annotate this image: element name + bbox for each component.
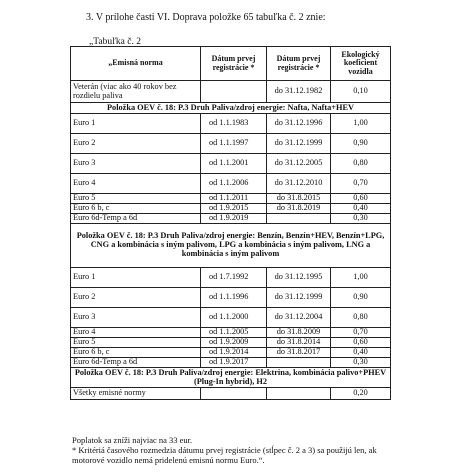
table-cell: Euro 2 bbox=[71, 134, 201, 154]
table-cell bbox=[267, 214, 331, 224]
table-cell bbox=[267, 388, 331, 400]
section-heading: Položka OEV č. 18: P.3 Druh Paliva/zdroj energie: Elektrina, kombinácia palivo+PHEV (Plug-In hybrid), H2 bbox=[71, 368, 391, 388]
intro-text: 3. V prílohe časti VI. Doprava položke 65 tabuľka č. 2 znie: bbox=[86, 12, 326, 23]
table-cell: 1,00 bbox=[331, 114, 391, 134]
table-cell: do 31.12.1996 bbox=[267, 114, 331, 134]
table-cell: 0,90 bbox=[331, 134, 391, 154]
table-caption: „Tabuľka č. 2 bbox=[89, 37, 141, 47]
section-row bbox=[71, 103, 391, 114]
table-cell: 0,40 bbox=[331, 204, 391, 214]
table-cell: 0,30 bbox=[331, 214, 391, 224]
table-cell: od 1.1.1996 bbox=[201, 288, 267, 308]
table-cell: Euro 6 b, c bbox=[71, 204, 201, 214]
table-cell: Euro 6d-Temp a 6d bbox=[71, 358, 201, 368]
table-cell: Euro 3 bbox=[71, 308, 201, 328]
table-row bbox=[71, 114, 391, 134]
table-cell: Euro 4 bbox=[71, 328, 201, 338]
table-cell: Euro 1 bbox=[71, 268, 201, 288]
table-cell: 0,80 bbox=[331, 154, 391, 174]
section-row bbox=[71, 368, 391, 388]
table-row bbox=[71, 358, 391, 368]
table-cell: od 1.1.2006 bbox=[201, 174, 267, 194]
table-cell: Euro 5 bbox=[71, 194, 201, 204]
column-header: Ekologický koeficient vozidla bbox=[331, 47, 391, 81]
table-cell: do 31.8.2009 bbox=[267, 328, 331, 338]
table-cell: Euro 1 bbox=[71, 114, 201, 134]
table-cell: Euro 3 bbox=[71, 154, 201, 174]
table-cell: Veterán (viac ako 40 rokov bez rozdielu paliva bbox=[71, 81, 201, 103]
table-cell: 0,70 bbox=[331, 328, 391, 338]
table-row bbox=[71, 268, 391, 288]
table-cell: od 1.9.2014 bbox=[201, 348, 267, 358]
table-row bbox=[71, 81, 391, 103]
table-cell: od 1.9.2019 bbox=[201, 214, 267, 224]
table-cell: od 1.1.2001 bbox=[201, 154, 267, 174]
table-row bbox=[71, 328, 391, 338]
table-cell: 0,70 bbox=[331, 174, 391, 194]
table-cell: do 31.8.2019 bbox=[267, 204, 331, 214]
table-row bbox=[71, 154, 391, 174]
table-cell: od 1.9.2015 bbox=[201, 204, 267, 214]
table-cell: 1,00 bbox=[331, 268, 391, 288]
table-cell: Euro 6 b, c bbox=[71, 348, 201, 358]
section-row bbox=[71, 224, 391, 268]
fee-note: Poplatok sa zníži najviac na 33 eur. bbox=[72, 435, 193, 445]
table-row bbox=[71, 134, 391, 154]
table-cell: do 31.8.2017 bbox=[267, 348, 331, 358]
table-cell: od 1.1.1983 bbox=[201, 114, 267, 134]
table-row bbox=[71, 308, 391, 328]
table-cell: Všetky emisné normy bbox=[71, 388, 201, 400]
table-cell: 0,80 bbox=[331, 308, 391, 328]
table-cell: 0,30 bbox=[331, 358, 391, 368]
table-cell: od 1.9.2009 bbox=[201, 338, 267, 348]
table-cell: Euro 2 bbox=[71, 288, 201, 308]
section-heading: Položka OEV č. 18: P.3 Druh Paliva/zdroj energie: Nafta, Nafta+HEV bbox=[71, 103, 391, 114]
table-cell: Euro 5 bbox=[71, 338, 201, 348]
table-cell: do 31.12.1982 bbox=[267, 81, 331, 103]
table-row bbox=[71, 194, 391, 204]
table-cell: od 1.1.2005 bbox=[201, 328, 267, 338]
table-cell: 0,40 bbox=[331, 348, 391, 358]
table-cell: Euro 6d-Temp a 6d bbox=[71, 214, 201, 224]
column-header: „Emisná norma bbox=[71, 47, 201, 81]
table-cell: od 1.1.1997 bbox=[201, 134, 267, 154]
table-cell: od 1.9.2017 bbox=[201, 358, 267, 368]
table-cell bbox=[267, 358, 331, 368]
table-cell: do 31.12.1999 bbox=[267, 288, 331, 308]
table-row bbox=[71, 338, 391, 348]
table-cell: 0,90 bbox=[331, 288, 391, 308]
emission-table bbox=[70, 46, 391, 400]
column-header: Dátum prvej registrácie * bbox=[267, 47, 331, 81]
header-row bbox=[71, 47, 391, 81]
table-cell: do 31.12.2005 bbox=[267, 154, 331, 174]
table-cell: do 31.12.2010 bbox=[267, 174, 331, 194]
table-row bbox=[71, 204, 391, 214]
table-cell bbox=[201, 388, 267, 400]
table-row bbox=[71, 214, 391, 224]
table-cell: 0,60 bbox=[331, 194, 391, 204]
table-cell: do 31.12.2004 bbox=[267, 308, 331, 328]
table-cell: do 31.8.2015 bbox=[267, 194, 331, 204]
table-cell: 0,60 bbox=[331, 338, 391, 348]
table-cell: 0,10 bbox=[331, 81, 391, 103]
footer-notes bbox=[72, 436, 402, 465]
table-row bbox=[71, 288, 391, 308]
table-cell: Euro 4 bbox=[71, 174, 201, 194]
table-row bbox=[71, 174, 391, 194]
table-row bbox=[71, 348, 391, 358]
table-cell: do 31.12.1995 bbox=[267, 268, 331, 288]
table-cell bbox=[201, 81, 267, 103]
table-row bbox=[71, 388, 391, 400]
table-cell: od 1.1.2000 bbox=[201, 308, 267, 328]
table-cell: od 1.1.2011 bbox=[201, 194, 267, 204]
footnote-criteria: * Kritériá časového rozmedzia dátumu prvej registrácie (stĺpec č. 2 a 3) sa použijú len, ak motorové vozidlo nemá pridelenú emisnú normu Euro.“. bbox=[72, 444, 377, 465]
table-cell: do 31.8.2014 bbox=[267, 338, 331, 348]
table-cell: od 1.7.1992 bbox=[201, 268, 267, 288]
section-heading: Položka OEV č. 18: P.3 Druh Paliva/zdroj energie: Benzín, Benzín+HEV, Benzín+LPG, CNG a kombinácia s iným palivom, LPG a kombinácia s iným palivom, LNG a kombinácia s iným palivom bbox=[71, 224, 391, 268]
table-cell: 0,20 bbox=[331, 388, 391, 400]
column-header: Dátum prvej registrácie * bbox=[201, 47, 267, 81]
table-cell: do 31.12.1999 bbox=[267, 134, 331, 154]
